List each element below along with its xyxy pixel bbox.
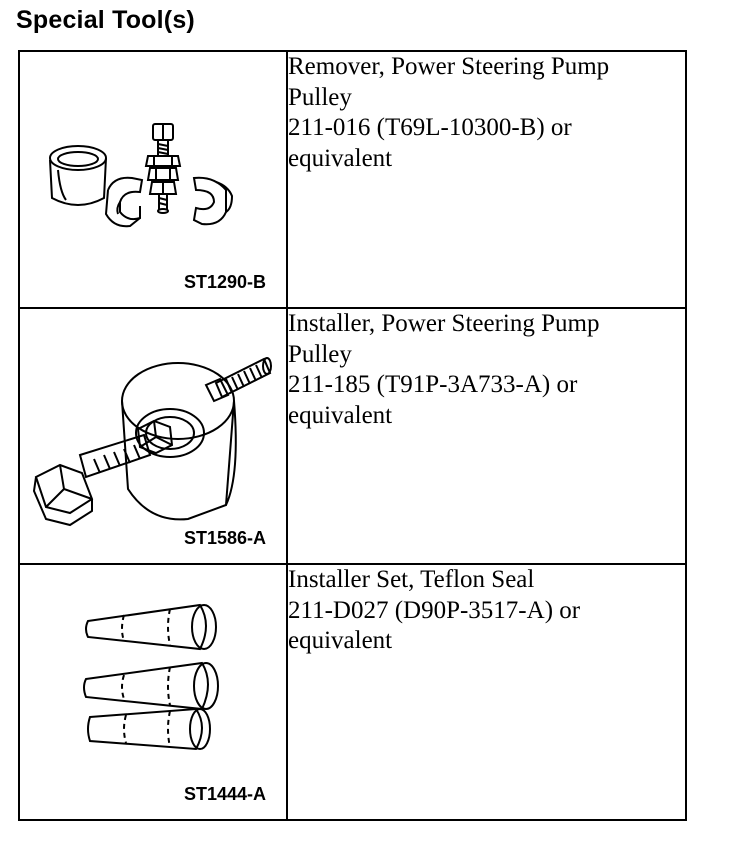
tool-description: [288, 52, 685, 174]
tool-row: [19, 51, 686, 308]
tool-number-line: 211-016 (T69L-10300-B) or: [288, 114, 572, 141]
special-tools-table: [18, 50, 687, 821]
tool-number-line: 211-D027 (D90P-3517-A) or: [288, 596, 581, 624]
tool-equivalent-line: equivalent: [288, 627, 393, 654]
tool-illustration-cell: [19, 308, 287, 564]
tool-name-line: Installer Set, Teflon Seal: [288, 566, 535, 593]
tool-code-caption: ST1586-A: [183, 528, 266, 548]
tool-number-line: 211-185 (T91P-3A733-A) or: [288, 371, 578, 398]
tool-description: [288, 309, 685, 431]
tool-name-line: Pulley: [288, 83, 352, 111]
tool-illustration-cell: [19, 51, 287, 308]
page-title: Special Tool(s): [16, 6, 195, 34]
pulley-remover-icon: [20, 52, 286, 309]
tool-code-caption: ST1444-A: [183, 784, 266, 804]
tool-description-cell: [287, 308, 686, 564]
tool-description-cell: [287, 564, 686, 820]
tool-name-line: Pulley: [288, 340, 352, 368]
pulley-installer-icon: [20, 309, 286, 565]
teflon-seal-installer-set-icon: [20, 565, 286, 821]
tool-equivalent-line: equivalent: [288, 401, 393, 429]
tool-description: [288, 565, 685, 657]
tool-row: [19, 564, 686, 820]
tool-equivalent-line: equivalent: [288, 144, 393, 172]
tool-name-line: Installer, Power Steering Pump: [288, 310, 600, 337]
tool-name-line: Remover, Power Steering Pump: [288, 53, 610, 80]
tool-illustration-cell: [19, 564, 287, 820]
tool-code-caption: ST1290-B: [183, 272, 266, 292]
tool-row: [19, 308, 686, 564]
tool-description-cell: [287, 51, 686, 308]
